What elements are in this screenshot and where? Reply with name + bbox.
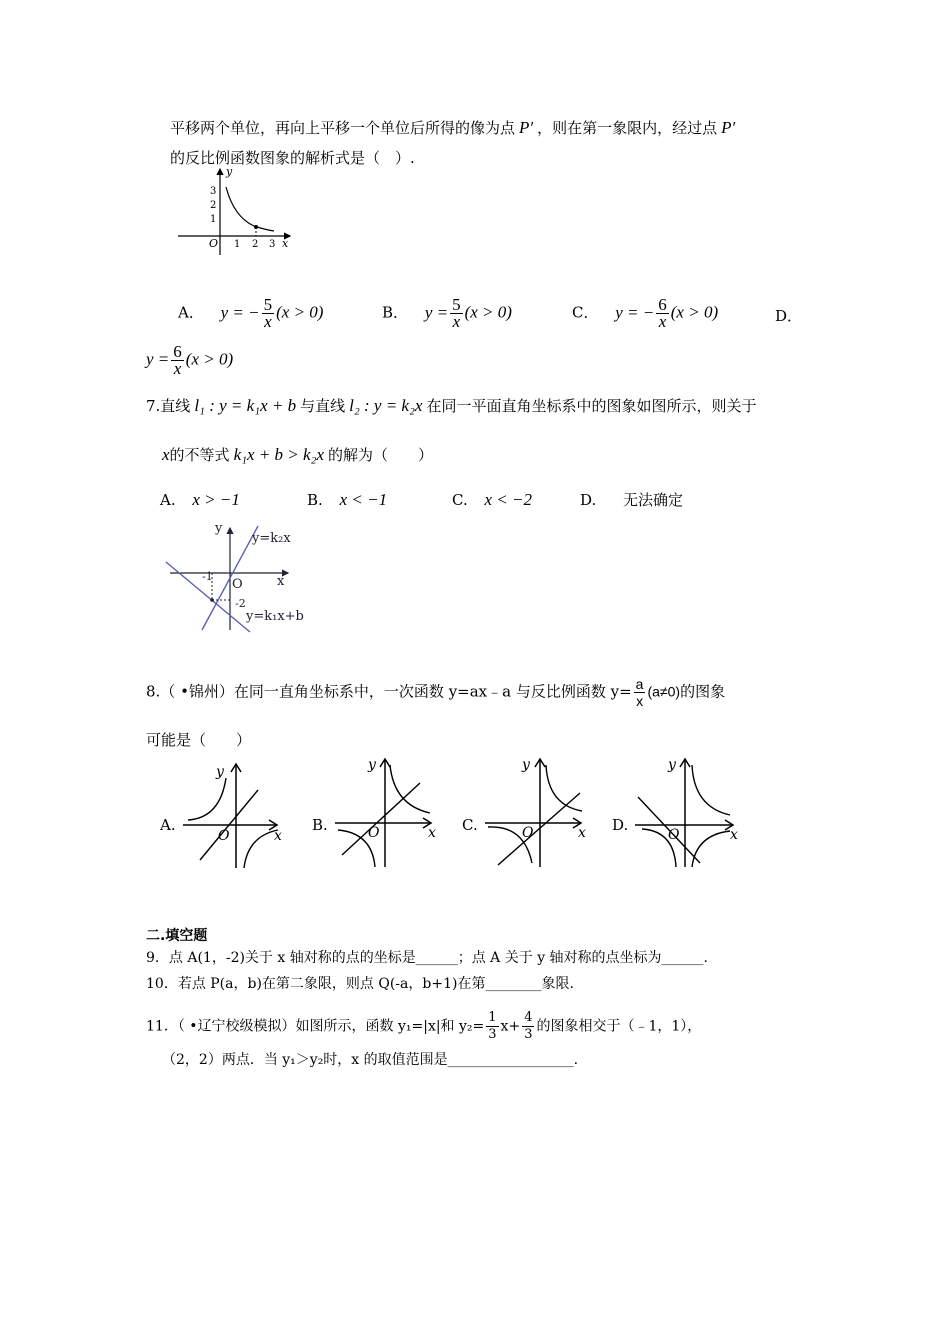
q7-origin: O [232, 577, 243, 592]
svg-text:x: x [428, 825, 436, 841]
q8-choice-b[interactable]: B. [312, 816, 328, 834]
svg-text:O: O [368, 825, 380, 841]
svg-text:y: y [368, 757, 376, 773]
q6-line1: 平移两个单位，再向上平移一个单位后所得的像为点 P′ ，则在第一象限内，经过点 P′ [170, 118, 736, 137]
q6-xtick-3: 3 [269, 239, 276, 250]
q6-x-label: x [282, 237, 289, 250]
q6-xtick-1: 1 [234, 239, 241, 250]
q8-choice-a[interactable]: A. [160, 816, 176, 834]
q6-xtick-2: 2 [252, 239, 259, 250]
q6-y-label: y [226, 165, 233, 178]
svg-text:O: O [218, 828, 230, 844]
q8-choice-d[interactable]: D. [612, 816, 629, 834]
q7-line1: 7.直线 l₁ : y = k₁x + b 与直线 l₂ : y = k₂x 在同一平面直角坐标系中的图象如图所示，则关于 [146, 396, 757, 415]
q7-option-c[interactable]: C. x < −2 [452, 490, 532, 509]
svg-text:O: O [522, 825, 534, 841]
q7-option-a[interactable]: A. x > −1 [160, 490, 240, 509]
q7-option-d[interactable]: D. 无法确定 [580, 491, 684, 509]
svg-text:x: x [274, 828, 282, 844]
q8-choice-c[interactable]: C. [462, 816, 478, 834]
q8-line1: 8.（ •锦州）在同一直角坐标系中，一次函数 y=ax﹣a 与反比例函数 y= $\frac{a}{x}$ (a≠0)的图象 [146, 676, 726, 709]
svg-text:y: y [522, 757, 530, 773]
q6-option-d[interactable]: y = $\frac{6}{x}$ (x > 0) [146, 342, 234, 378]
svg-text:y: y [216, 764, 224, 780]
q7-x-label: x [277, 574, 285, 589]
q6-option-a[interactable]: A． y = − $\frac{5}{x}$ (x > 0) [178, 295, 324, 331]
svg-text:y: y [668, 757, 676, 773]
q7-mark-minus2: -2 [235, 597, 246, 610]
q8-graph-d [630, 755, 745, 870]
q11-line1: 11．（ •辽宁校级模拟）如图所示，函数 y₁=|x|和 y₂= $\frac{1}{3}$ x+ $\frac{4}{3}$ 的图象相交于（﹣1，1）， [146, 1010, 702, 1042]
q6-ytick-1: 1 [210, 214, 217, 225]
q7-mark-minus1: -1 [202, 570, 213, 583]
q6-option-c[interactable]: C． y = − $\frac{6}{x}$ (x > 0) [572, 295, 719, 331]
q10: 10．若点 P(a，b)在第二象限，则点 Q(-a，b+1)在第________象限. [146, 976, 574, 992]
q6-graph [170, 165, 300, 260]
q11-line2: （2，2）两点．当 y₁＞y₂时，x 的取值范围是__________________. [162, 1052, 579, 1068]
svg-text:x: x [578, 825, 586, 841]
q11-answer-blank[interactable]: __________________ [447, 1052, 574, 1068]
q7-graph [160, 518, 310, 636]
q6-curve [226, 187, 274, 231]
q7-line2: x的不等式 k₁x + b > k₂x 的解为（ ） [162, 445, 434, 464]
q6-line2: 的反比例函数图象的解析式是（ ）. [170, 149, 415, 167]
q7-option-b[interactable]: B. x < −1 [307, 490, 388, 509]
q8-graph-b [330, 755, 445, 870]
q7-y-label: y [215, 521, 223, 536]
q6-ytick-2: 2 [210, 200, 217, 211]
svg-text:x: x [730, 827, 738, 843]
q6-origin: O [209, 237, 219, 250]
q7-label-k1: y=k₁x+b [246, 609, 304, 624]
q8-graph-a [178, 760, 288, 870]
q6-option-b[interactable]: B． y = $\frac{5}{x}$ (x > 0) [382, 295, 512, 331]
q6-option-d-label[interactable]: D． [775, 307, 803, 325]
svg-text:O: O [668, 827, 680, 843]
q8-graph-c [480, 755, 595, 870]
q9: 9．点 A(1，-2)关于 x 轴对称的点的坐标是______；点 A 关于 y 轴对称的点坐标为______. [146, 950, 709, 966]
q7-label-k2: y=k₂x [252, 531, 291, 546]
q6-ytick-3: 3 [210, 186, 217, 197]
section-title: 二.填空题 [146, 928, 208, 944]
q8-line2: 可能是（ ） [146, 731, 252, 749]
